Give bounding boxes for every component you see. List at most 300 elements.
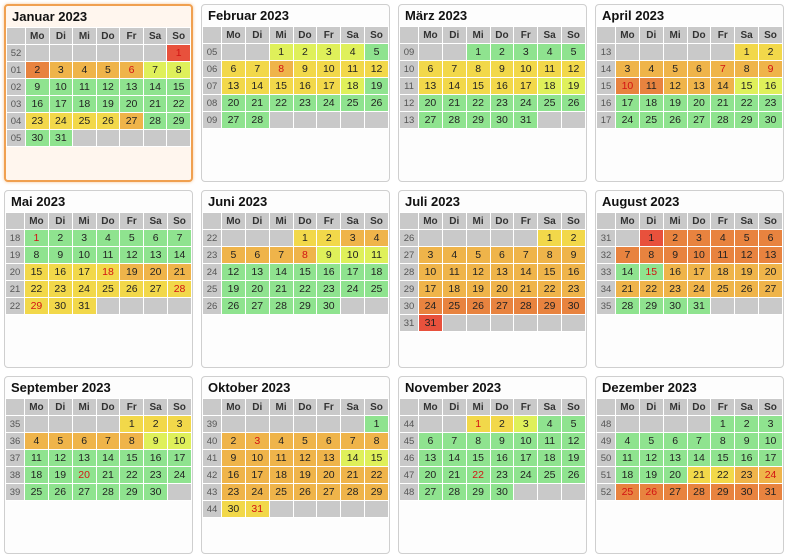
day-cell[interactable]: 22	[711, 467, 735, 484]
day-cell[interactable]: 25	[538, 467, 562, 484]
day-cell[interactable]: 11	[442, 264, 466, 281]
day-cell[interactable]: 30	[490, 112, 514, 129]
day-cell[interactable]: 13	[490, 264, 514, 281]
day-cell[interactable]: 29	[25, 298, 49, 315]
day-cell[interactable]: 10	[419, 264, 443, 281]
day-cell[interactable]: 1	[735, 44, 759, 61]
day-cell[interactable]: 16	[490, 78, 514, 95]
day-cell[interactable]: 16	[490, 450, 514, 467]
day-cell[interactable]: 4	[269, 433, 293, 450]
day-cell[interactable]: 8	[120, 433, 144, 450]
day-cell[interactable]: 14	[616, 264, 640, 281]
day-cell[interactable]: 10	[616, 78, 640, 95]
day-cell[interactable]: 13	[72, 450, 96, 467]
day-cell[interactable]: 12	[293, 450, 317, 467]
day-cell[interactable]: 11	[639, 78, 663, 95]
day-cell[interactable]: 26	[48, 484, 72, 501]
day-cell[interactable]: 2	[293, 44, 317, 61]
month-card[interactable]	[4, 4, 193, 182]
day-cell[interactable]: 25	[341, 95, 365, 112]
day-cell[interactable]: 31	[759, 484, 783, 501]
day-cell[interactable]: 24	[514, 467, 538, 484]
day-cell[interactable]: 18	[538, 78, 562, 95]
day-cell[interactable]: 12	[562, 433, 586, 450]
day-cell[interactable]: 10	[514, 433, 538, 450]
day-cell[interactable]: 29	[120, 484, 144, 501]
day-cell[interactable]: 16	[144, 450, 168, 467]
month-card[interactable]	[201, 376, 390, 554]
day-cell[interactable]: 12	[466, 264, 490, 281]
day-cell[interactable]: 3	[49, 62, 73, 79]
day-cell[interactable]: 14	[514, 264, 538, 281]
day-cell[interactable]: 13	[120, 79, 144, 96]
day-cell[interactable]: 29	[639, 298, 663, 315]
day-cell[interactable]: 1	[466, 44, 490, 61]
day-cell[interactable]: 5	[48, 433, 72, 450]
day-cell[interactable]: 16	[26, 96, 50, 113]
day-cell[interactable]: 20	[120, 96, 144, 113]
day-cell[interactable]: 22	[120, 467, 144, 484]
day-cell[interactable]: 4	[96, 230, 120, 247]
day-cell[interactable]: 4	[365, 230, 389, 247]
day-cell[interactable]: 24	[245, 484, 269, 501]
day-cell[interactable]: 17	[245, 467, 269, 484]
day-cell[interactable]: 2	[490, 44, 514, 61]
day-cell[interactable]: 25	[365, 281, 389, 298]
month-card[interactable]	[595, 4, 784, 182]
day-cell[interactable]: 1	[639, 230, 663, 247]
day-cell[interactable]: 19	[562, 450, 586, 467]
day-cell[interactable]: 27	[72, 484, 96, 501]
day-cell[interactable]: 11	[711, 247, 735, 264]
day-cell[interactable]: 7	[269, 247, 293, 264]
day-cell[interactable]: 14	[245, 78, 269, 95]
day-cell[interactable]: 26	[222, 298, 246, 315]
day-cell[interactable]: 27	[663, 484, 687, 501]
day-cell[interactable]: 2	[144, 416, 168, 433]
day-cell[interactable]: 6	[222, 61, 246, 78]
day-cell[interactable]: 18	[25, 467, 49, 484]
day-cell[interactable]: 14	[687, 450, 711, 467]
day-cell[interactable]: 5	[293, 433, 317, 450]
day-cell[interactable]: 22	[466, 467, 490, 484]
day-cell[interactable]: 7	[514, 247, 538, 264]
day-cell[interactable]: 4	[616, 433, 640, 450]
day-cell[interactable]: 12	[96, 79, 120, 96]
day-cell[interactable]: 20	[222, 95, 246, 112]
day-cell[interactable]: 27	[490, 298, 514, 315]
day-cell[interactable]: 5	[735, 230, 759, 247]
day-cell[interactable]: 8	[735, 61, 759, 78]
day-cell[interactable]: 19	[735, 264, 759, 281]
day-cell[interactable]: 29	[466, 112, 490, 129]
day-cell[interactable]: 20	[72, 467, 96, 484]
day-cell[interactable]: 14	[168, 247, 192, 264]
day-cell[interactable]: 17	[616, 95, 640, 112]
day-cell[interactable]: 20	[663, 467, 687, 484]
day-cell[interactable]: 7	[341, 433, 365, 450]
day-cell[interactable]: 10	[245, 450, 269, 467]
day-cell[interactable]: 6	[419, 61, 443, 78]
day-cell[interactable]: 11	[365, 247, 389, 264]
day-cell[interactable]: 28	[245, 112, 269, 129]
day-cell[interactable]: 15	[269, 78, 293, 95]
day-cell[interactable]: 14	[269, 264, 293, 281]
day-cell[interactable]: 17	[514, 78, 538, 95]
day-cell[interactable]: 9	[317, 247, 341, 264]
day-cell[interactable]: 21	[341, 467, 365, 484]
day-cell[interactable]: 30	[735, 484, 759, 501]
day-cell[interactable]: 13	[222, 78, 246, 95]
day-cell[interactable]: 14	[442, 450, 466, 467]
day-cell[interactable]: 22	[269, 95, 293, 112]
day-cell[interactable]: 30	[490, 484, 514, 501]
day-cell[interactable]: 23	[490, 95, 514, 112]
day-cell[interactable]: 11	[538, 433, 562, 450]
day-cell[interactable]: 31	[419, 315, 443, 332]
day-cell[interactable]: 22	[538, 281, 562, 298]
day-cell[interactable]: 26	[562, 95, 586, 112]
day-cell[interactable]: 28	[442, 484, 466, 501]
day-cell[interactable]: 22	[25, 281, 49, 298]
day-cell[interactable]: 20	[144, 264, 168, 281]
day-cell[interactable]: 26	[639, 484, 663, 501]
day-cell[interactable]: 4	[73, 62, 97, 79]
day-cell[interactable]: 2	[663, 230, 687, 247]
day-cell[interactable]: 4	[538, 44, 562, 61]
day-cell[interactable]: 23	[317, 281, 341, 298]
day-cell[interactable]: 27	[317, 484, 341, 501]
day-cell[interactable]: 3	[687, 230, 711, 247]
day-cell[interactable]: 8	[538, 247, 562, 264]
month-card[interactable]	[4, 376, 193, 554]
day-cell[interactable]: 9	[663, 247, 687, 264]
day-cell[interactable]: 25	[442, 298, 466, 315]
day-cell[interactable]: 18	[73, 96, 97, 113]
day-cell[interactable]: 16	[663, 264, 687, 281]
day-cell[interactable]: 21	[143, 96, 167, 113]
day-cell[interactable]: 25	[616, 484, 640, 501]
day-cell[interactable]: 11	[269, 450, 293, 467]
day-cell[interactable]: 19	[48, 467, 72, 484]
day-cell[interactable]: 7	[711, 61, 735, 78]
month-card[interactable]	[398, 190, 587, 368]
day-cell[interactable]: 15	[466, 450, 490, 467]
day-cell[interactable]: 13	[663, 450, 687, 467]
day-cell[interactable]: 3	[317, 44, 341, 61]
day-cell[interactable]: 28	[711, 112, 735, 129]
day-cell[interactable]: 18	[639, 95, 663, 112]
day-cell[interactable]: 25	[711, 281, 735, 298]
day-cell[interactable]: 21	[442, 467, 466, 484]
day-cell[interactable]: 18	[269, 467, 293, 484]
day-cell[interactable]: 7	[245, 61, 269, 78]
day-cell[interactable]: 25	[73, 113, 97, 130]
day-cell[interactable]: 2	[222, 433, 246, 450]
day-cell[interactable]: 3	[514, 44, 538, 61]
day-cell[interactable]: 26	[293, 484, 317, 501]
day-cell[interactable]: 22	[735, 95, 759, 112]
day-cell[interactable]: 24	[49, 113, 73, 130]
day-cell[interactable]: 25	[25, 484, 49, 501]
day-cell[interactable]: 26	[120, 281, 144, 298]
day-cell[interactable]: 6	[120, 62, 144, 79]
day-cell[interactable]: 27	[419, 112, 443, 129]
day-cell[interactable]: 19	[663, 95, 687, 112]
day-cell[interactable]: 21	[616, 281, 640, 298]
day-cell[interactable]: 8	[293, 247, 317, 264]
day-cell[interactable]: 24	[72, 281, 96, 298]
day-cell[interactable]: 23	[48, 281, 72, 298]
day-cell[interactable]: 5	[562, 44, 586, 61]
day-cell[interactable]: 12	[48, 450, 72, 467]
day-cell[interactable]: 14	[341, 450, 365, 467]
day-cell[interactable]: 2	[48, 230, 72, 247]
day-cell[interactable]: 6	[245, 247, 269, 264]
day-cell[interactable]: 4	[341, 44, 365, 61]
day-cell[interactable]: 15	[735, 78, 759, 95]
day-cell[interactable]: 20	[317, 467, 341, 484]
day-cell[interactable]: 21	[442, 95, 466, 112]
month-card[interactable]	[398, 4, 587, 182]
day-cell[interactable]: 14	[96, 450, 120, 467]
day-cell[interactable]: 18	[96, 264, 120, 281]
day-cell[interactable]: 15	[365, 450, 389, 467]
day-cell[interactable]: 6	[144, 230, 168, 247]
day-cell[interactable]: 30	[26, 130, 50, 147]
day-cell[interactable]: 29	[538, 298, 562, 315]
day-cell[interactable]: 28	[96, 484, 120, 501]
day-cell[interactable]: 19	[562, 78, 586, 95]
month-card[interactable]	[4, 190, 193, 368]
day-cell[interactable]: 30	[759, 112, 783, 129]
day-cell[interactable]: 18	[442, 281, 466, 298]
day-cell[interactable]: 5	[466, 247, 490, 264]
day-cell[interactable]: 28	[269, 298, 293, 315]
day-cell[interactable]: 4	[538, 416, 562, 433]
day-cell[interactable]: 6	[663, 433, 687, 450]
day-cell[interactable]: 24	[168, 467, 192, 484]
day-cell[interactable]: 17	[168, 450, 192, 467]
day-cell[interactable]: 23	[26, 113, 50, 130]
day-cell[interactable]: 3	[341, 230, 365, 247]
day-cell[interactable]: 28	[168, 281, 192, 298]
day-cell[interactable]: 16	[317, 264, 341, 281]
day-cell[interactable]: 20	[245, 281, 269, 298]
day-cell[interactable]: 18	[341, 78, 365, 95]
day-cell[interactable]: 23	[759, 95, 783, 112]
day-cell[interactable]: 24	[616, 112, 640, 129]
day-cell[interactable]: 24	[341, 281, 365, 298]
day-cell[interactable]: 12	[735, 247, 759, 264]
day-cell[interactable]: 13	[419, 78, 443, 95]
day-cell[interactable]: 27	[120, 113, 144, 130]
day-cell[interactable]: 10	[514, 61, 538, 78]
day-cell[interactable]: 8	[167, 62, 191, 79]
day-cell[interactable]: 1	[365, 416, 389, 433]
day-cell[interactable]: 31	[514, 112, 538, 129]
day-cell[interactable]: 13	[144, 247, 168, 264]
day-cell[interactable]: 23	[735, 467, 759, 484]
day-cell[interactable]: 29	[167, 113, 191, 130]
day-cell[interactable]: 2	[26, 62, 50, 79]
day-cell[interactable]: 30	[663, 298, 687, 315]
day-cell[interactable]: 15	[711, 450, 735, 467]
day-cell[interactable]: 20	[490, 281, 514, 298]
day-cell[interactable]: 31	[49, 130, 73, 147]
day-cell[interactable]: 8	[365, 433, 389, 450]
day-cell[interactable]: 21	[269, 281, 293, 298]
day-cell[interactable]: 5	[365, 44, 389, 61]
day-cell[interactable]: 20	[419, 467, 443, 484]
day-cell[interactable]: 26	[365, 95, 389, 112]
day-cell[interactable]: 4	[442, 247, 466, 264]
day-cell[interactable]: 9	[490, 61, 514, 78]
day-cell[interactable]: 28	[442, 112, 466, 129]
day-cell[interactable]: 7	[616, 247, 640, 264]
day-cell[interactable]: 16	[222, 467, 246, 484]
day-cell[interactable]: 26	[96, 113, 120, 130]
day-cell[interactable]: 5	[639, 433, 663, 450]
day-cell[interactable]: 17	[514, 450, 538, 467]
day-cell[interactable]: 15	[466, 78, 490, 95]
day-cell[interactable]: 17	[687, 264, 711, 281]
day-cell[interactable]: 9	[48, 247, 72, 264]
day-cell[interactable]: 3	[514, 416, 538, 433]
day-cell[interactable]: 29	[735, 112, 759, 129]
day-cell[interactable]: 16	[562, 264, 586, 281]
day-cell[interactable]: 17	[759, 450, 783, 467]
day-cell[interactable]: 18	[616, 467, 640, 484]
day-cell[interactable]: 12	[120, 247, 144, 264]
day-cell[interactable]: 9	[759, 61, 783, 78]
day-cell[interactable]: 11	[73, 79, 97, 96]
day-cell[interactable]: 17	[49, 96, 73, 113]
day-cell[interactable]: 30	[317, 298, 341, 315]
day-cell[interactable]: 30	[562, 298, 586, 315]
day-cell[interactable]: 2	[490, 416, 514, 433]
day-cell[interactable]: 1	[167, 45, 191, 62]
day-cell[interactable]: 10	[341, 247, 365, 264]
day-cell[interactable]: 1	[538, 230, 562, 247]
day-cell[interactable]: 10	[168, 433, 192, 450]
day-cell[interactable]: 5	[96, 62, 120, 79]
day-cell[interactable]: 29	[365, 484, 389, 501]
day-cell[interactable]: 23	[144, 467, 168, 484]
day-cell[interactable]: 20	[687, 95, 711, 112]
day-cell[interactable]: 8	[466, 433, 490, 450]
day-cell[interactable]: 13	[759, 247, 783, 264]
day-cell[interactable]: 28	[687, 484, 711, 501]
month-card[interactable]	[398, 376, 587, 554]
day-cell[interactable]: 24	[687, 281, 711, 298]
day-cell[interactable]: 23	[663, 281, 687, 298]
day-cell[interactable]: 14	[711, 78, 735, 95]
day-cell[interactable]: 24	[317, 95, 341, 112]
day-cell[interactable]: 21	[96, 467, 120, 484]
day-cell[interactable]: 9	[735, 433, 759, 450]
day-cell[interactable]: 10	[72, 247, 96, 264]
day-cell[interactable]: 7	[442, 433, 466, 450]
day-cell[interactable]: 13	[245, 264, 269, 281]
day-cell[interactable]: 9	[490, 433, 514, 450]
day-cell[interactable]: 6	[419, 433, 443, 450]
day-cell[interactable]: 30	[222, 501, 246, 518]
month-card[interactable]	[595, 376, 784, 554]
day-cell[interactable]: 11	[25, 450, 49, 467]
day-cell[interactable]: 10	[317, 61, 341, 78]
day-cell[interactable]: 29	[711, 484, 735, 501]
day-cell[interactable]: 15	[25, 264, 49, 281]
day-cell[interactable]: 19	[222, 281, 246, 298]
day-cell[interactable]: 9	[144, 433, 168, 450]
day-cell[interactable]: 8	[269, 61, 293, 78]
day-cell[interactable]: 11	[96, 247, 120, 264]
day-cell[interactable]: 3	[616, 61, 640, 78]
day-cell[interactable]: 18	[538, 450, 562, 467]
day-cell[interactable]: 23	[490, 467, 514, 484]
day-cell[interactable]: 25	[639, 112, 663, 129]
day-cell[interactable]: 19	[639, 467, 663, 484]
day-cell[interactable]: 23	[222, 484, 246, 501]
day-cell[interactable]: 20	[759, 264, 783, 281]
day-cell[interactable]: 29	[293, 298, 317, 315]
day-cell[interactable]: 16	[759, 78, 783, 95]
day-cell[interactable]: 11	[616, 450, 640, 467]
day-cell[interactable]: 2	[759, 44, 783, 61]
day-cell[interactable]: 31	[72, 298, 96, 315]
day-cell[interactable]: 9	[562, 247, 586, 264]
day-cell[interactable]: 3	[72, 230, 96, 247]
day-cell[interactable]: 21	[514, 281, 538, 298]
day-cell[interactable]: 6	[687, 61, 711, 78]
day-cell[interactable]: 3	[168, 416, 192, 433]
month-card[interactable]	[201, 190, 390, 368]
day-cell[interactable]: 3	[245, 433, 269, 450]
day-cell[interactable]: 25	[96, 281, 120, 298]
day-cell[interactable]: 27	[245, 298, 269, 315]
day-cell[interactable]: 15	[120, 450, 144, 467]
day-cell[interactable]: 4	[25, 433, 49, 450]
day-cell[interactable]: 19	[96, 96, 120, 113]
day-cell[interactable]: 21	[687, 467, 711, 484]
day-cell[interactable]: 1	[466, 416, 490, 433]
day-cell[interactable]: 3	[419, 247, 443, 264]
day-cell[interactable]: 21	[168, 264, 192, 281]
day-cell[interactable]: 14	[442, 78, 466, 95]
day-cell[interactable]: 12	[562, 61, 586, 78]
day-cell[interactable]: 10	[687, 247, 711, 264]
day-cell[interactable]: 16	[735, 450, 759, 467]
day-cell[interactable]: 4	[711, 230, 735, 247]
day-cell[interactable]: 23	[293, 95, 317, 112]
day-cell[interactable]: 17	[341, 264, 365, 281]
day-cell[interactable]: 27	[222, 112, 246, 129]
day-cell[interactable]: 9	[293, 61, 317, 78]
day-cell[interactable]: 17	[72, 264, 96, 281]
day-cell[interactable]: 17	[419, 281, 443, 298]
day-cell[interactable]: 22	[293, 281, 317, 298]
day-cell[interactable]: 21	[245, 95, 269, 112]
day-cell[interactable]: 6	[317, 433, 341, 450]
day-cell[interactable]: 28	[616, 298, 640, 315]
day-cell[interactable]: 8	[466, 61, 490, 78]
day-cell[interactable]: 24	[514, 95, 538, 112]
month-card[interactable]	[201, 4, 390, 182]
day-cell[interactable]: 12	[663, 78, 687, 95]
day-cell[interactable]: 31	[687, 298, 711, 315]
day-cell[interactable]: 4	[639, 61, 663, 78]
